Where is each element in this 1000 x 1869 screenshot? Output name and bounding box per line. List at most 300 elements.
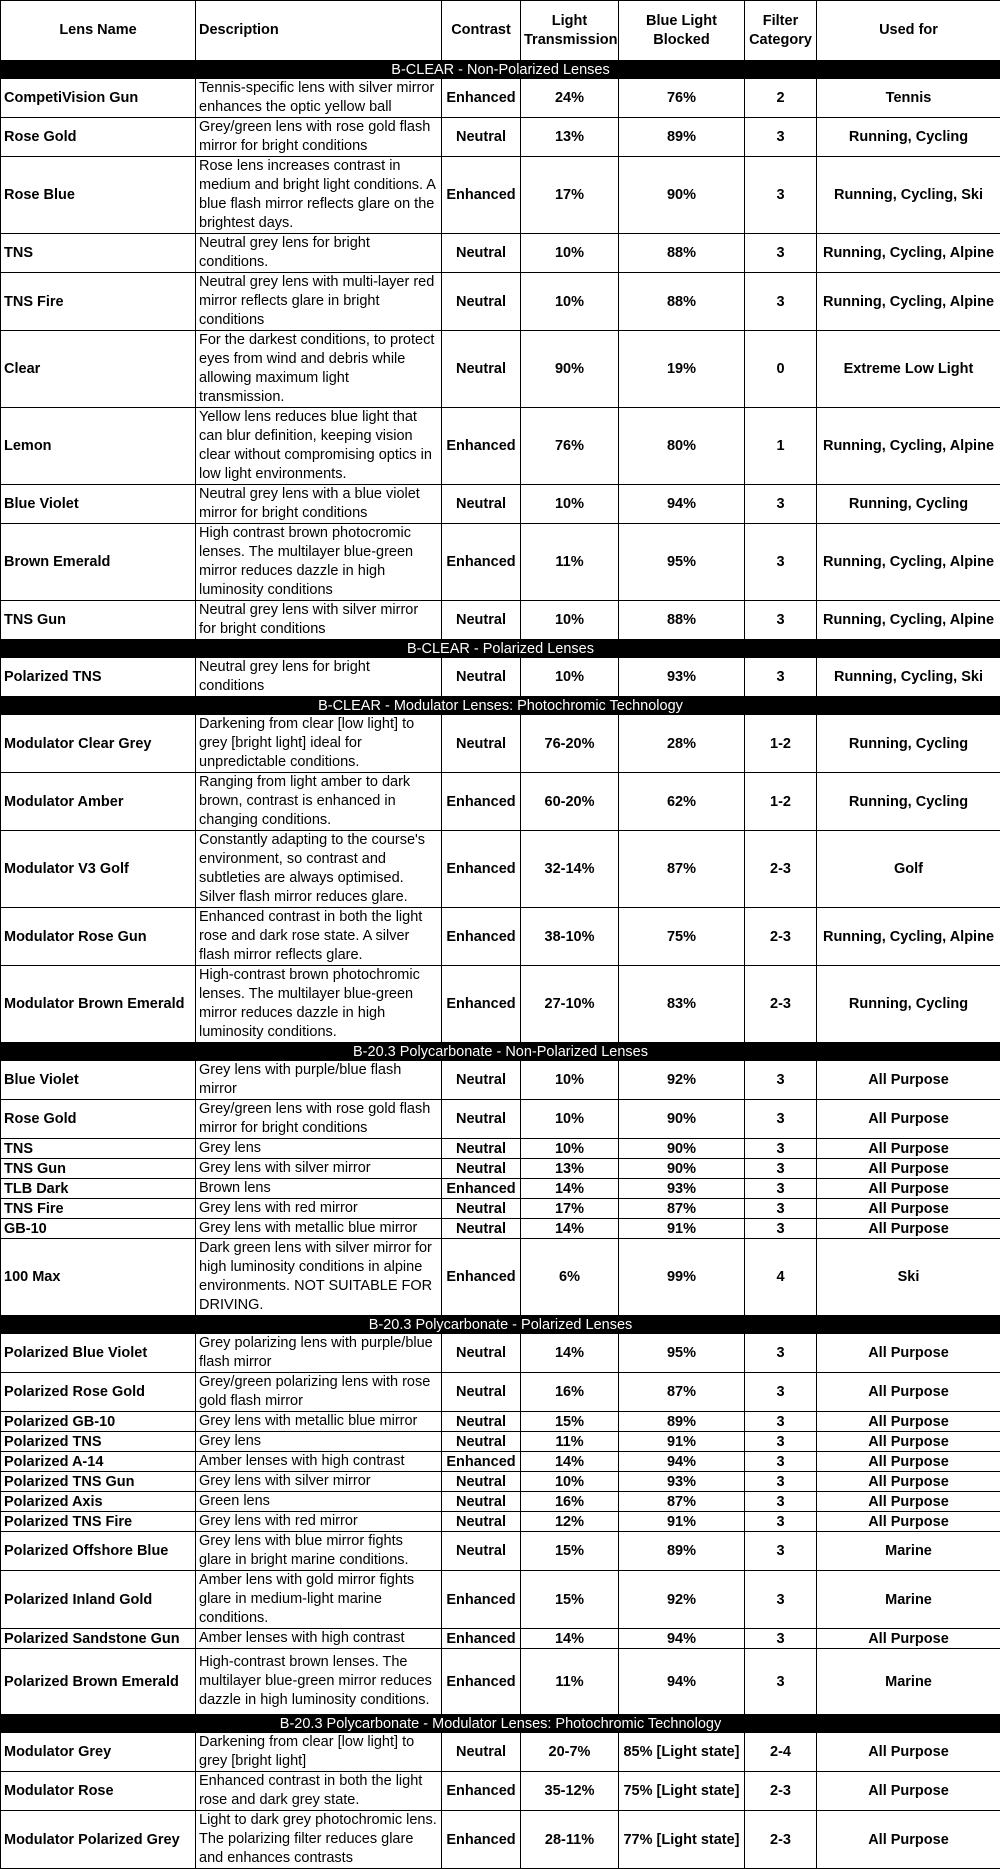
contrast-cell: Enhanced: [442, 1629, 521, 1649]
blue-light-cell: 75% [Light state]: [619, 1772, 745, 1811]
table-row: [1, 773, 1000, 831]
description-cell: Neutral grey lens with multi-layer red mirror reflects glare in bright conditions: [196, 273, 442, 331]
lens-name-cell: CompetiVision Gun: [1, 79, 196, 118]
used-for-cell: All Purpose: [817, 1432, 1000, 1452]
used-for-cell: Running, Cycling, Alpine: [817, 234, 1000, 273]
filter-category-cell: 2-4: [745, 1733, 817, 1772]
filter-category-cell: 3: [745, 157, 817, 234]
contrast-cell: Enhanced: [442, 1179, 521, 1199]
light-transmission-cell: 24%: [521, 79, 619, 118]
lens-name-cell: Modulator Polarized Grey: [1, 1811, 196, 1869]
used-for-cell: Marine: [817, 1649, 1000, 1715]
contrast-cell: Neutral: [442, 1334, 521, 1373]
filter-category-cell: 3: [745, 1061, 817, 1100]
contrast-cell: Neutral: [442, 485, 521, 524]
contrast-cell: Enhanced: [442, 1772, 521, 1811]
lens-name-cell: Polarized TNS: [1, 658, 196, 697]
light-transmission-cell: 10%: [521, 601, 619, 640]
used-for-cell: Marine: [817, 1571, 1000, 1629]
contrast-cell: Neutral: [442, 1492, 521, 1512]
table-row: [1, 1219, 1000, 1239]
blue-light-cell: 80%: [619, 408, 745, 485]
contrast-cell: Neutral: [442, 601, 521, 640]
light-transmission-cell: 28-11%: [521, 1811, 619, 1869]
light-transmission-cell: 12%: [521, 1512, 619, 1532]
light-transmission-cell: 27-10%: [521, 966, 619, 1043]
filter-category-cell: 3: [745, 601, 817, 640]
header-lens-name: Lens Name: [1, 1, 196, 61]
header-filter-category: Filter Category: [745, 1, 817, 61]
filter-category-cell: 1-2: [745, 773, 817, 831]
light-transmission-cell: 10%: [521, 1061, 619, 1100]
filter-category-cell: 1: [745, 408, 817, 485]
light-transmission-cell: 14%: [521, 1452, 619, 1472]
lens-name-cell: Rose Blue: [1, 157, 196, 234]
contrast-cell: Neutral: [442, 1472, 521, 1492]
lens-name-cell: Polarized A-14: [1, 1452, 196, 1472]
lens-name-cell: Polarized Blue Violet: [1, 1334, 196, 1373]
filter-category-cell: 3: [745, 1452, 817, 1472]
lens-name-cell: TNS Gun: [1, 1159, 196, 1179]
description-cell: Amber lenses with high contrast: [196, 1629, 442, 1649]
table-row: [1, 1199, 1000, 1219]
contrast-cell: Enhanced: [442, 1239, 521, 1316]
table-row: [1, 1571, 1000, 1629]
blue-light-cell: 87%: [619, 1492, 745, 1512]
section-title: B-20.3 Polycarbonate - Polarized Lenses: [1, 1316, 1000, 1334]
used-for-cell: All Purpose: [817, 1334, 1000, 1373]
table-row: [1, 1179, 1000, 1199]
section-title: B-CLEAR - Polarized Lenses: [1, 640, 1000, 658]
filter-category-cell: 3: [745, 118, 817, 157]
table-row: [1, 1629, 1000, 1649]
lens-name-cell: Polarized Brown Emerald: [1, 1649, 196, 1715]
description-cell: Light to dark grey photochromic lens. The polarizing filter reduces glare and enhances contrasts: [196, 1811, 442, 1869]
filter-category-cell: 3: [745, 234, 817, 273]
blue-light-cell: 87%: [619, 831, 745, 908]
section-header: [1, 61, 1000, 79]
blue-light-cell: 88%: [619, 601, 745, 640]
contrast-cell: Enhanced: [442, 966, 521, 1043]
contrast-cell: Neutral: [442, 1532, 521, 1571]
description-cell: Amber lens with gold mirror fights glare in medium-light marine conditions.: [196, 1571, 442, 1629]
blue-light-cell: 91%: [619, 1512, 745, 1532]
description-cell: Grey lens: [196, 1139, 442, 1159]
blue-light-cell: 88%: [619, 273, 745, 331]
table-body: [1, 61, 1000, 1869]
filter-category-cell: 3: [745, 1532, 817, 1571]
table-row: [1, 966, 1000, 1043]
used-for-cell: All Purpose: [817, 1373, 1000, 1412]
filter-category-cell: 3: [745, 658, 817, 697]
used-for-cell: All Purpose: [817, 1772, 1000, 1811]
description-cell: Enhanced contrast in both the light rose and dark rose state. A silver flash mirror reflects glare.: [196, 908, 442, 966]
table-row: [1, 1472, 1000, 1492]
filter-category-cell: 3: [745, 1412, 817, 1432]
description-cell: Neutral grey lens with a blue violet mirror for bright conditions: [196, 485, 442, 524]
light-transmission-cell: 32-14%: [521, 831, 619, 908]
lens-name-cell: Polarized Inland Gold: [1, 1571, 196, 1629]
description-cell: Yellow lens reduces blue light that can blur definition, keeping vision clear without compromising optics in low light environments.: [196, 408, 442, 485]
description-cell: Grey lens with blue mirror fights glare in bright marine conditions.: [196, 1532, 442, 1571]
light-transmission-cell: 10%: [521, 273, 619, 331]
contrast-cell: Neutral: [442, 1219, 521, 1239]
blue-light-cell: 90%: [619, 1139, 745, 1159]
filter-category-cell: 3: [745, 1139, 817, 1159]
description-cell: Grey lens with metallic blue mirror: [196, 1412, 442, 1432]
table-row: [1, 1061, 1000, 1100]
blue-light-cell: 94%: [619, 1452, 745, 1472]
description-cell: Grey lens with silver mirror: [196, 1472, 442, 1492]
lens-name-cell: Modulator V3 Golf: [1, 831, 196, 908]
used-for-cell: All Purpose: [817, 1412, 1000, 1432]
table-row: [1, 408, 1000, 485]
used-for-cell: Golf: [817, 831, 1000, 908]
lens-name-cell: TNS Fire: [1, 273, 196, 331]
description-cell: Neutral grey lens for bright conditions.: [196, 234, 442, 273]
lens-name-cell: Rose Gold: [1, 1100, 196, 1139]
used-for-cell: All Purpose: [817, 1733, 1000, 1772]
light-transmission-cell: 10%: [521, 1100, 619, 1139]
table-row: [1, 1139, 1000, 1159]
table-row: [1, 1532, 1000, 1571]
table-row: [1, 1649, 1000, 1715]
filter-category-cell: 0: [745, 331, 817, 408]
table-row: [1, 908, 1000, 966]
light-transmission-cell: 10%: [521, 485, 619, 524]
used-for-cell: Running, Cycling, Alpine: [817, 408, 1000, 485]
description-cell: Tennis-specific lens with silver mirror enhances the optic yellow ball: [196, 79, 442, 118]
table-row: [1, 524, 1000, 601]
table-row: [1, 331, 1000, 408]
filter-category-cell: 4: [745, 1239, 817, 1316]
light-transmission-cell: 10%: [521, 658, 619, 697]
light-transmission-cell: 11%: [521, 1649, 619, 1715]
table-row: [1, 1492, 1000, 1512]
light-transmission-cell: 13%: [521, 118, 619, 157]
used-for-cell: All Purpose: [817, 1199, 1000, 1219]
blue-light-cell: 89%: [619, 1532, 745, 1571]
description-cell: Grey/green lens with rose gold flash mirror for bright conditions: [196, 118, 442, 157]
lens-name-cell: TNS Fire: [1, 1199, 196, 1219]
contrast-cell: Neutral: [442, 1512, 521, 1532]
blue-light-cell: 93%: [619, 1179, 745, 1199]
lens-name-cell: TNS: [1, 234, 196, 273]
light-transmission-cell: 35-12%: [521, 1772, 619, 1811]
light-transmission-cell: 11%: [521, 524, 619, 601]
table-row: [1, 1432, 1000, 1452]
header-row: [1, 1, 1000, 61]
light-transmission-cell: 11%: [521, 1432, 619, 1452]
header-contrast: Contrast: [442, 1, 521, 61]
filter-category-cell: 3: [745, 273, 817, 331]
used-for-cell: All Purpose: [817, 1492, 1000, 1512]
filter-category-cell: 3: [745, 1334, 817, 1373]
used-for-cell: All Purpose: [817, 1100, 1000, 1139]
lens-name-cell: Polarized TNS: [1, 1432, 196, 1452]
lens-name-cell: Modulator Grey: [1, 1733, 196, 1772]
used-for-cell: Extreme Low Light: [817, 331, 1000, 408]
lens-name-cell: Rose Gold: [1, 118, 196, 157]
blue-light-cell: 76%: [619, 79, 745, 118]
description-cell: Grey/green polarizing lens with rose gold flash mirror: [196, 1373, 442, 1412]
table-row: [1, 1373, 1000, 1412]
lens-name-cell: Lemon: [1, 408, 196, 485]
lens-name-cell: GB-10: [1, 1219, 196, 1239]
section-title: B-20.3 Polycarbonate - Non-Polarized Lenses: [1, 1043, 1000, 1061]
section-title: B-CLEAR - Non-Polarized Lenses: [1, 61, 1000, 79]
used-for-cell: Running, Cycling, Ski: [817, 658, 1000, 697]
used-for-cell: All Purpose: [817, 1512, 1000, 1532]
table-row: [1, 1159, 1000, 1179]
table-row: [1, 79, 1000, 118]
light-transmission-cell: 15%: [521, 1412, 619, 1432]
table-row: [1, 658, 1000, 697]
filter-category-cell: 3: [745, 1649, 817, 1715]
contrast-cell: Neutral: [442, 1061, 521, 1100]
light-transmission-cell: 60-20%: [521, 773, 619, 831]
description-cell: Grey lens with purple/blue flash mirror: [196, 1061, 442, 1100]
description-cell: Amber lenses with high contrast: [196, 1452, 442, 1472]
light-transmission-cell: 20-7%: [521, 1733, 619, 1772]
used-for-cell: Running, Cycling, Alpine: [817, 601, 1000, 640]
used-for-cell: All Purpose: [817, 1219, 1000, 1239]
light-transmission-cell: 10%: [521, 1139, 619, 1159]
lens-name-cell: Blue Violet: [1, 485, 196, 524]
contrast-cell: Neutral: [442, 1100, 521, 1139]
used-for-cell: Running, Cycling, Alpine: [817, 908, 1000, 966]
description-cell: High contrast brown photocromic lenses. The multilayer blue-green mirror reduces dazzle in high luminosity conditions: [196, 524, 442, 601]
light-transmission-cell: 13%: [521, 1159, 619, 1179]
used-for-cell: Ski: [817, 1239, 1000, 1316]
section-title: B-20.3 Polycarbonate - Modulator Lenses: Photochromic Technology: [1, 1715, 1000, 1733]
description-cell: High-contrast brown photochromic lenses. The multilayer blue-green mirror reduces dazzle in high luminosity conditions.: [196, 966, 442, 1043]
contrast-cell: Enhanced: [442, 831, 521, 908]
description-cell: Darkening from clear [low light] to grey [bright light] ideal for unpredictable conditions.: [196, 715, 442, 773]
light-transmission-cell: 17%: [521, 1199, 619, 1219]
light-transmission-cell: 10%: [521, 234, 619, 273]
blue-light-cell: 94%: [619, 1629, 745, 1649]
light-transmission-cell: 6%: [521, 1239, 619, 1316]
lens-name-cell: Polarized Offshore Blue: [1, 1532, 196, 1571]
used-for-cell: Tennis: [817, 79, 1000, 118]
contrast-cell: Enhanced: [442, 1452, 521, 1472]
blue-light-cell: 90%: [619, 1159, 745, 1179]
description-cell: Rose lens increases contrast in medium and bright light conditions. A blue flash mirror reflects glare on the brightest days.: [196, 157, 442, 234]
description-cell: Ranging from light amber to dark brown, contrast is enhanced in changing conditions.: [196, 773, 442, 831]
blue-light-cell: 75%: [619, 908, 745, 966]
used-for-cell: Running, Cycling: [817, 118, 1000, 157]
light-transmission-cell: 76%: [521, 408, 619, 485]
table-row: [1, 1452, 1000, 1472]
section-header: [1, 1043, 1000, 1061]
lens-name-cell: Polarized TNS Fire: [1, 1512, 196, 1532]
table-row: [1, 1512, 1000, 1532]
lens-name-cell: Modulator Amber: [1, 773, 196, 831]
contrast-cell: Enhanced: [442, 524, 521, 601]
table-row: [1, 234, 1000, 273]
filter-category-cell: 3: [745, 1571, 817, 1629]
blue-light-cell: 92%: [619, 1061, 745, 1100]
filter-category-cell: 3: [745, 1373, 817, 1412]
lens-name-cell: Modulator Clear Grey: [1, 715, 196, 773]
blue-light-cell: 85% [Light state]: [619, 1733, 745, 1772]
blue-light-cell: 87%: [619, 1199, 745, 1219]
table-row: [1, 1239, 1000, 1316]
used-for-cell: All Purpose: [817, 1159, 1000, 1179]
blue-light-cell: 92%: [619, 1571, 745, 1629]
table-row: [1, 118, 1000, 157]
filter-category-cell: 3: [745, 1432, 817, 1452]
contrast-cell: Enhanced: [442, 157, 521, 234]
used-for-cell: Running, Cycling: [817, 715, 1000, 773]
used-for-cell: Running, Cycling, Ski: [817, 157, 1000, 234]
used-for-cell: Marine: [817, 1532, 1000, 1571]
blue-light-cell: 89%: [619, 118, 745, 157]
lens-name-cell: Polarized GB-10: [1, 1412, 196, 1432]
contrast-cell: Neutral: [442, 715, 521, 773]
lens-name-cell: Modulator Brown Emerald: [1, 966, 196, 1043]
table-row: [1, 157, 1000, 234]
light-transmission-cell: 16%: [521, 1492, 619, 1512]
table-row: [1, 273, 1000, 331]
blue-light-cell: 62%: [619, 773, 745, 831]
description-cell: Brown lens: [196, 1179, 442, 1199]
blue-light-cell: 83%: [619, 966, 745, 1043]
section-header: [1, 640, 1000, 658]
contrast-cell: Enhanced: [442, 908, 521, 966]
light-transmission-cell: 10%: [521, 1472, 619, 1492]
description-cell: Grey lens: [196, 1432, 442, 1452]
contrast-cell: Neutral: [442, 1159, 521, 1179]
contrast-cell: Neutral: [442, 234, 521, 273]
table-row: [1, 715, 1000, 773]
header-blue-light-blocked: Blue Light Blocked: [619, 1, 745, 61]
table-row: [1, 1772, 1000, 1811]
contrast-cell: Neutral: [442, 118, 521, 157]
filter-category-cell: 3: [745, 1100, 817, 1139]
table-row: [1, 1733, 1000, 1772]
light-transmission-cell: 17%: [521, 157, 619, 234]
table-row: [1, 485, 1000, 524]
section-header: [1, 1715, 1000, 1733]
blue-light-cell: 90%: [619, 157, 745, 234]
description-cell: Green lens: [196, 1492, 442, 1512]
description-cell: For the darkest conditions, to protect eyes from wind and debris while allowing maximum light transmission.: [196, 331, 442, 408]
filter-category-cell: 3: [745, 1219, 817, 1239]
blue-light-cell: 91%: [619, 1432, 745, 1452]
description-cell: Darkening from clear [low light] to grey [bright light]: [196, 1733, 442, 1772]
contrast-cell: Neutral: [442, 1412, 521, 1432]
description-cell: Dark green lens with silver mirror for high luminosity conditions in alpine environments. NOT SUITABLE FOR DRIVING.: [196, 1239, 442, 1316]
blue-light-cell: 95%: [619, 1334, 745, 1373]
blue-light-cell: 95%: [619, 524, 745, 601]
used-for-cell: Running, Cycling: [817, 485, 1000, 524]
table-row: [1, 1100, 1000, 1139]
filter-category-cell: 3: [745, 485, 817, 524]
blue-light-cell: 77% [Light state]: [619, 1811, 745, 1869]
contrast-cell: Neutral: [442, 331, 521, 408]
description-cell: Neutral grey lens for bright conditions: [196, 658, 442, 697]
filter-category-cell: 2-3: [745, 1811, 817, 1869]
header-light-transmission: Light Transmission: [521, 1, 619, 61]
description-cell: Constantly adapting to the course's environment, so contrast and subtleties are always optimised. Silver flash mirror reduces glare.: [196, 831, 442, 908]
used-for-cell: Running, Cycling: [817, 966, 1000, 1043]
filter-category-cell: 1-2: [745, 715, 817, 773]
blue-light-cell: 28%: [619, 715, 745, 773]
description-cell: Grey polarizing lens with purple/blue flash mirror: [196, 1334, 442, 1373]
lens-name-cell: Modulator Rose Gun: [1, 908, 196, 966]
light-transmission-cell: 14%: [521, 1629, 619, 1649]
lens-name-cell: Polarized Rose Gold: [1, 1373, 196, 1412]
lens-name-cell: Polarized Sandstone Gun: [1, 1629, 196, 1649]
header-description: Description: [196, 1, 442, 61]
contrast-cell: Enhanced: [442, 408, 521, 485]
light-transmission-cell: 14%: [521, 1179, 619, 1199]
description-cell: Neutral grey lens with silver mirror for bright conditions: [196, 601, 442, 640]
used-for-cell: All Purpose: [817, 1811, 1000, 1869]
description-cell: Grey lens with red mirror: [196, 1199, 442, 1219]
blue-light-cell: 90%: [619, 1100, 745, 1139]
filter-category-cell: 2-3: [745, 908, 817, 966]
contrast-cell: Enhanced: [442, 79, 521, 118]
lens-name-cell: Polarized Axis: [1, 1492, 196, 1512]
light-transmission-cell: 16%: [521, 1373, 619, 1412]
contrast-cell: Enhanced: [442, 1811, 521, 1869]
contrast-cell: Neutral: [442, 1432, 521, 1452]
header-used-for: Used for: [817, 1, 1000, 61]
description-cell: Grey lens with metallic blue mirror: [196, 1219, 442, 1239]
description-cell: Grey lens with red mirror: [196, 1512, 442, 1532]
light-transmission-cell: 14%: [521, 1219, 619, 1239]
blue-light-cell: 87%: [619, 1373, 745, 1412]
filter-category-cell: 3: [745, 1159, 817, 1179]
light-transmission-cell: 15%: [521, 1532, 619, 1571]
blue-light-cell: 94%: [619, 1649, 745, 1715]
filter-category-cell: 3: [745, 1512, 817, 1532]
filter-category-cell: 3: [745, 524, 817, 601]
filter-category-cell: 3: [745, 1492, 817, 1512]
contrast-cell: Neutral: [442, 1733, 521, 1772]
blue-light-cell: 93%: [619, 658, 745, 697]
contrast-cell: Enhanced: [442, 773, 521, 831]
contrast-cell: Enhanced: [442, 1649, 521, 1715]
light-transmission-cell: 90%: [521, 331, 619, 408]
description-cell: Grey/green lens with rose gold flash mirror for bright conditions: [196, 1100, 442, 1139]
contrast-cell: Enhanced: [442, 1571, 521, 1629]
contrast-cell: Neutral: [442, 273, 521, 331]
description-cell: High-contrast brown lenses. The multilayer blue-green mirror reduces dazzle in high luminosity conditions.: [196, 1649, 442, 1715]
used-for-cell: All Purpose: [817, 1061, 1000, 1100]
table-row: [1, 831, 1000, 908]
used-for-cell: All Purpose: [817, 1472, 1000, 1492]
used-for-cell: Running, Cycling, Alpine: [817, 524, 1000, 601]
lens-name-cell: Polarized TNS Gun: [1, 1472, 196, 1492]
filter-category-cell: 2: [745, 79, 817, 118]
description-cell: Grey lens with silver mirror: [196, 1159, 442, 1179]
lens-name-cell: TLB Dark: [1, 1179, 196, 1199]
contrast-cell: Neutral: [442, 658, 521, 697]
used-for-cell: All Purpose: [817, 1452, 1000, 1472]
description-cell: Enhanced contrast in both the light rose and dark grey state.: [196, 1772, 442, 1811]
table-row: [1, 1412, 1000, 1432]
contrast-cell: Neutral: [442, 1199, 521, 1219]
light-transmission-cell: 14%: [521, 1334, 619, 1373]
used-for-cell: Running, Cycling: [817, 773, 1000, 831]
used-for-cell: All Purpose: [817, 1139, 1000, 1159]
blue-light-cell: 99%: [619, 1239, 745, 1316]
light-transmission-cell: 38-10%: [521, 908, 619, 966]
